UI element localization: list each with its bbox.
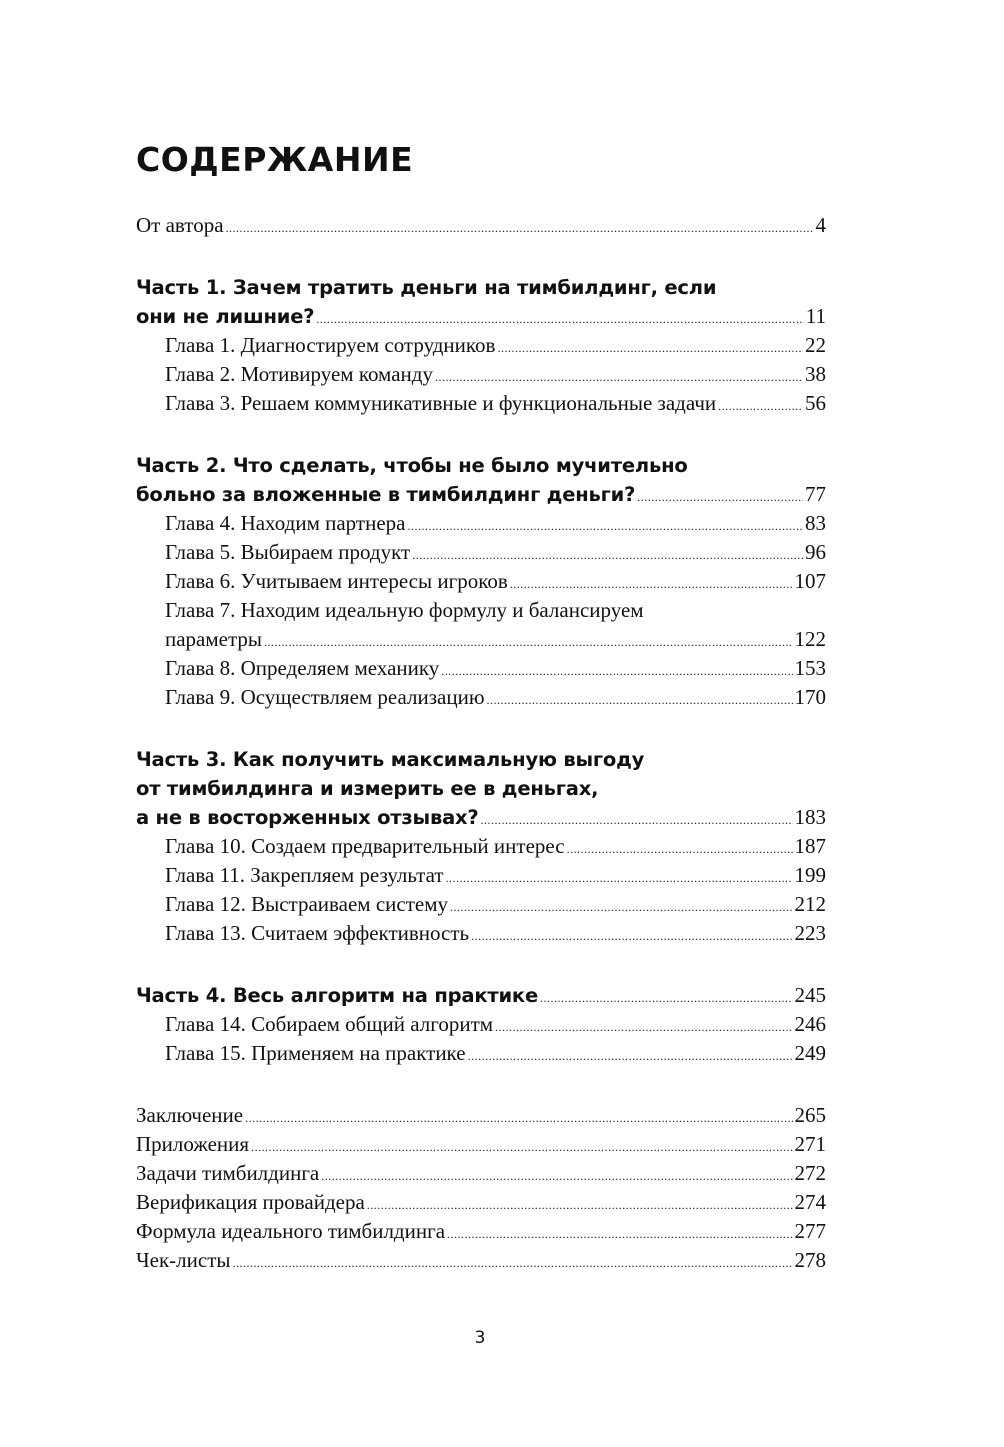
- toc-entry-plain[interactable]: [136, 1188, 826, 1217]
- dot-leader: [540, 981, 793, 1013]
- dot-leader: [446, 861, 793, 893]
- toc-entry-part[interactable]: [136, 745, 826, 832]
- toc-page-number: 107: [794, 569, 826, 593]
- dot-leader: [497, 331, 803, 363]
- toc-section: [136, 451, 826, 712]
- toc-page-number: 265: [794, 1103, 826, 1127]
- toc-entry-title: Глава 4. Находим партнера: [165, 511, 406, 535]
- toc-entry-line: [136, 1130, 826, 1159]
- toc-page-number: 199: [794, 863, 826, 887]
- toc-page-number: 77: [805, 482, 826, 506]
- toc-entry-part[interactable]: [136, 273, 826, 331]
- toc-entry-title: Глава 11. Закрепляем результат: [165, 863, 444, 887]
- table-of-contents: [136, 211, 826, 1275]
- toc-entry-line: [136, 480, 826, 509]
- toc-entry-title: Формула идеального тимбилдинга: [136, 1219, 446, 1243]
- toc-entry-title: параметры: [165, 627, 263, 651]
- dot-leader: [718, 389, 803, 421]
- dot-leader: [450, 890, 793, 922]
- toc-entry-title: Приложения: [136, 1132, 250, 1156]
- toc-entry-title: Глава 2. Мотивируем команду: [165, 362, 433, 386]
- toc-page-number: 56: [805, 391, 826, 415]
- toc-page-number: 223: [794, 921, 826, 945]
- toc-entry-chapter[interactable]: [136, 538, 826, 567]
- dot-leader: [471, 919, 792, 951]
- toc-entry-plain[interactable]: [136, 1130, 826, 1159]
- toc-entry-title: Часть 4. Весь алгоритм на практике: [136, 984, 538, 1007]
- dot-leader: [637, 480, 803, 512]
- toc-entry-chapter[interactable]: [136, 919, 826, 948]
- toc-entry-line: [136, 389, 826, 418]
- toc-entry-line: [136, 1010, 826, 1039]
- toc-page-number: 170: [794, 685, 826, 709]
- toc-entry-title: Глава 1. Диагностируем сотрудников: [165, 333, 496, 357]
- toc-entry-title: Глава 12. Выстраиваем систему: [165, 892, 448, 916]
- toc-entry-line: [136, 302, 826, 331]
- toc-entry-line: [136, 567, 826, 596]
- dot-leader: [264, 625, 792, 657]
- toc-page-number: 271: [794, 1132, 826, 1156]
- toc-page-number: 277: [794, 1219, 826, 1243]
- toc-entry-title: больно за вложенные в тимбилдинг деньги?: [136, 483, 636, 506]
- page-title: СОДЕРЖАНИЕ: [136, 140, 414, 179]
- toc-entry-chapter[interactable]: [136, 683, 826, 712]
- toc-entry-title: Глава 7. Находим идеальную формулу и балансируем: [165, 598, 644, 622]
- toc-entry-chapter[interactable]: [136, 596, 826, 654]
- toc-entry-chapter[interactable]: [136, 654, 826, 683]
- toc-section: [136, 273, 826, 418]
- toc-entry-plain[interactable]: [136, 211, 826, 240]
- toc-entry-line: [136, 683, 826, 712]
- toc-entry-title: Глава 9. Осуществляем реализацию: [165, 685, 485, 709]
- toc-entry-title: от тимбилдинга и измерить ее в деньгах,: [136, 777, 599, 800]
- toc-entry-line: [136, 625, 826, 654]
- toc-entry-line: [136, 273, 826, 302]
- toc-entry-chapter[interactable]: [136, 861, 826, 890]
- toc-entry-title: Глава 3. Решаем коммуникативные и функциональные задачи: [165, 391, 717, 415]
- toc-page-number: 183: [794, 805, 826, 829]
- toc-entry-line: [136, 981, 826, 1010]
- toc-entry-chapter[interactable]: [136, 832, 826, 861]
- dot-leader: [316, 302, 803, 334]
- toc-page-number: 187: [794, 834, 826, 858]
- toc-entry-title: Верификация провайдера: [136, 1190, 365, 1214]
- toc-entry-chapter[interactable]: [136, 1010, 826, 1039]
- toc-entry-chapter[interactable]: [136, 890, 826, 919]
- dot-leader: [412, 538, 803, 570]
- toc-entry-part[interactable]: [136, 981, 826, 1010]
- toc-page-number: 38: [805, 362, 826, 386]
- toc-page-number: 83: [805, 511, 826, 535]
- toc-entry-line: [136, 538, 826, 567]
- toc-entry-title: Задачи тимбилдинга: [136, 1161, 320, 1185]
- toc-entry-line: [136, 861, 826, 890]
- toc-entry-plain[interactable]: [136, 1217, 826, 1246]
- toc-page-number: 249: [794, 1041, 826, 1065]
- page-number: 3: [474, 1328, 486, 1348]
- toc-entry-line: [136, 745, 826, 774]
- toc-entry-title: а не в восторженных отзывах?: [136, 806, 479, 829]
- dot-leader: [321, 1159, 792, 1191]
- toc-section: [136, 211, 826, 240]
- dot-leader: [487, 683, 793, 715]
- toc-page-number: 153: [794, 656, 826, 680]
- toc-section: [136, 745, 826, 948]
- toc-entry-chapter[interactable]: [136, 567, 826, 596]
- toc-entry-plain[interactable]: [136, 1159, 826, 1188]
- dot-leader: [567, 832, 793, 864]
- toc-entry-chapter[interactable]: [136, 389, 826, 418]
- toc-entry-plain[interactable]: [136, 1246, 826, 1275]
- dot-leader: [233, 1246, 793, 1278]
- toc-entry-chapter[interactable]: [136, 509, 826, 538]
- toc-entry-line: [136, 1217, 826, 1246]
- toc-entry-title: Глава 15. Применяем на практике: [165, 1041, 466, 1065]
- dot-leader: [435, 360, 803, 392]
- toc-entry-title: они не лишние?: [136, 305, 315, 328]
- toc-entry-line: [136, 832, 826, 861]
- toc-entry-chapter[interactable]: [136, 360, 826, 389]
- dot-leader: [447, 1217, 792, 1249]
- dot-leader: [495, 1010, 792, 1042]
- toc-entry-line: [136, 1188, 826, 1217]
- toc-entry-line: [136, 1159, 826, 1188]
- toc-page-number: 122: [794, 627, 826, 651]
- toc-entry-part[interactable]: [136, 451, 826, 509]
- toc-entry-title: Часть 1. Зачем тратить деньги на тимбилдинг, если: [136, 276, 717, 299]
- toc-page-number: 245: [794, 983, 826, 1007]
- dot-leader: [407, 509, 803, 541]
- toc-entry-title: Глава 5. Выбираем продукт: [165, 540, 411, 564]
- dot-leader: [441, 654, 792, 686]
- toc-entry-plain[interactable]: [136, 1101, 826, 1130]
- toc-page-number: 272: [794, 1161, 826, 1185]
- dot-leader: [245, 1101, 792, 1133]
- toc-entry-line: [136, 360, 826, 389]
- toc-entry-title: Глава 10. Создаем предварительный интерес: [165, 834, 565, 858]
- toc-entry-line: [136, 890, 826, 919]
- toc-page-number: 4: [815, 213, 826, 237]
- toc-section: [136, 981, 826, 1068]
- toc-entry-title: Глава 14. Собираем общий алгоритм: [165, 1012, 494, 1036]
- toc-entry-title: Часть 2. Что сделать, чтобы не было мучительно: [136, 454, 688, 477]
- toc-entry-line: [136, 331, 826, 360]
- dot-leader: [226, 211, 814, 243]
- toc-page-number: 96: [805, 540, 826, 564]
- toc-entry-line: [136, 803, 826, 832]
- toc-page-number: 278: [794, 1248, 826, 1272]
- toc-entry-line: [136, 774, 826, 803]
- toc-page-number: 212: [794, 892, 826, 916]
- toc-entry-chapter[interactable]: [136, 1039, 826, 1068]
- toc-entry-title: Чек-листы: [136, 1248, 231, 1272]
- toc-entry-chapter[interactable]: [136, 331, 826, 360]
- dot-leader: [468, 1039, 793, 1071]
- toc-entry-line: [136, 1246, 826, 1275]
- toc-entry-title: Глава 13. Считаем эффективность: [165, 921, 470, 945]
- toc-entry-title: От автора: [136, 213, 224, 237]
- toc-page-number: 274: [794, 1190, 826, 1214]
- toc-entry-line: [136, 596, 826, 625]
- toc-entry-title: Заключение: [136, 1103, 244, 1127]
- dot-leader: [510, 567, 793, 599]
- toc-page-number: 22: [805, 333, 826, 357]
- toc-page-number: 246: [794, 1012, 826, 1036]
- toc-entry-line: [136, 509, 826, 538]
- dot-leader: [481, 803, 793, 835]
- dot-leader: [251, 1130, 792, 1162]
- toc-entry-title: Глава 6. Учитываем интересы игроков: [165, 569, 508, 593]
- toc-entry-line: [136, 654, 826, 683]
- toc-entry-line: [136, 919, 826, 948]
- toc-entry-line: [136, 1101, 826, 1130]
- toc-entry-line: [136, 451, 826, 480]
- toc-entry-title: Часть 3. Как получить максимальную выгоду: [136, 748, 645, 771]
- toc-page-number: 11: [805, 304, 826, 328]
- toc-entry-line: [136, 211, 826, 240]
- dot-leader: [367, 1188, 793, 1220]
- toc-entry-line: [136, 1039, 826, 1068]
- toc-entry-title: Глава 8. Определяем механику: [165, 656, 440, 680]
- toc-section: [136, 1101, 826, 1275]
